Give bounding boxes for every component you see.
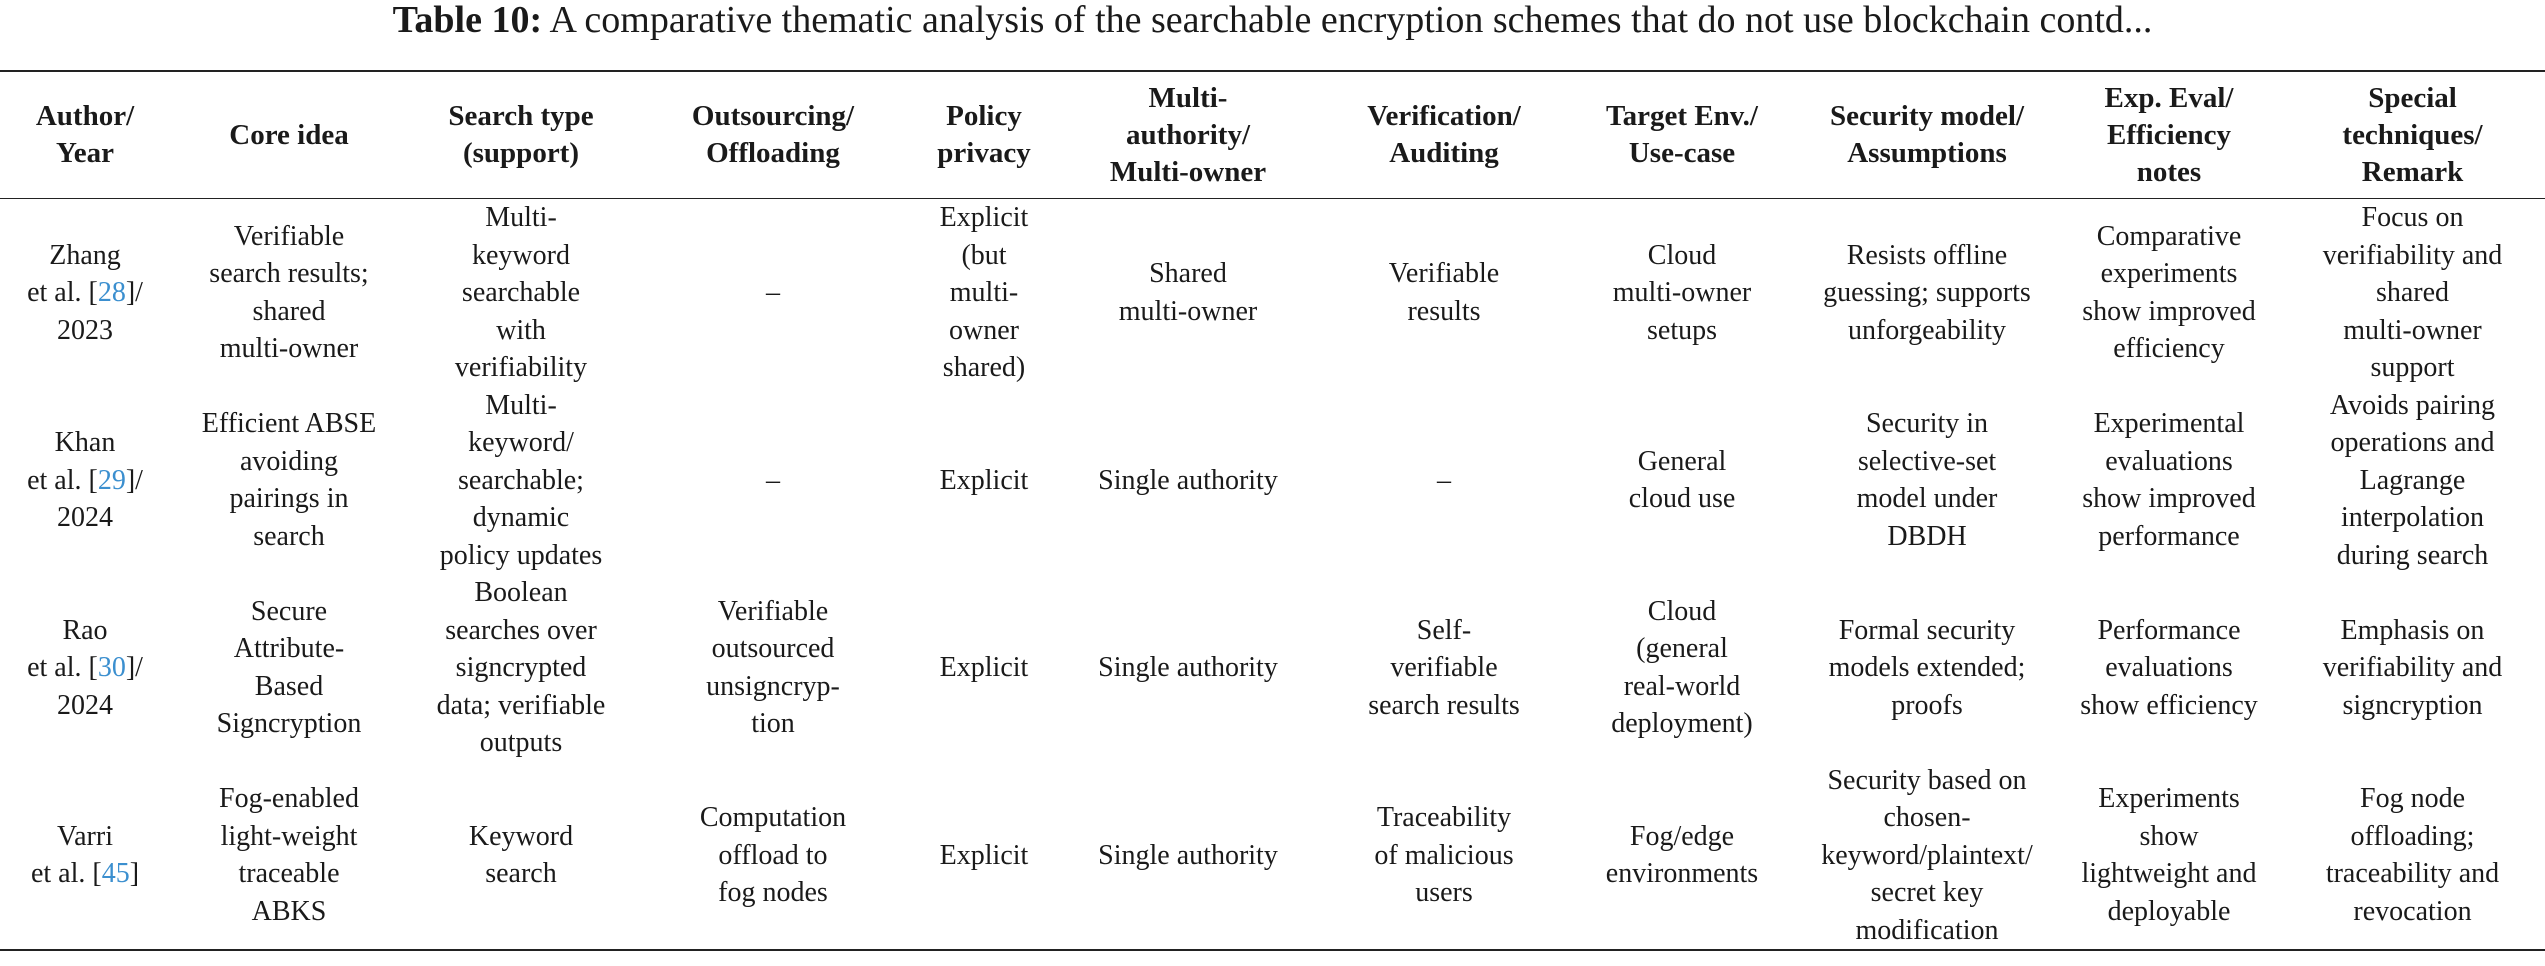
author-cell: Rao et al. [30]/ 2024 (27, 614, 143, 721)
table-cell: Performance evaluations show efficiency (2080, 614, 2258, 721)
citation-link[interactable]: 45 (101, 858, 130, 890)
table-cell: Experiments show lightweight and deployable (2081, 783, 2257, 927)
header-row (0, 71, 2545, 199)
table-cell: Verifiable search results; shared multi-owner (209, 220, 369, 365)
header-policy-privacy: Policy privacy (937, 100, 1031, 169)
comparison-table-container (0, 70, 2545, 951)
table-cell: Boolean searches over signcrypted data; verifiable outputs (436, 577, 606, 758)
table-cell: Efficient ABSE avoiding pairings in search (201, 408, 377, 552)
table-cell: Single authority (1098, 839, 1278, 871)
table-cell: Comparative experiments show improved efficiency (2082, 220, 2256, 365)
table-header (0, 71, 2545, 199)
table-cell: Multi- keyword/ searchable; dynamic policy updates (439, 389, 603, 571)
table-cell: Cloud (general real-world deployment) (1611, 595, 1753, 740)
header-author-year: Author/ Year (35, 100, 135, 169)
table-cell: Traceability of malicious users (1374, 802, 1514, 908)
table-cell: Fog-enabled light-weight traceable ABKS (219, 783, 359, 927)
table-body (0, 199, 2545, 951)
table-cell: Explicit (939, 839, 1029, 871)
comparison-table (0, 70, 2545, 951)
header-special-techniques: Special techniques/ Remark (2342, 81, 2483, 188)
header-efficiency: Exp. Eval/ Efficiency notes (2104, 81, 2234, 188)
table-cell: Focus on verifiability and shared multi-owner support (2322, 202, 2503, 383)
header-core-idea: Core idea (229, 118, 349, 151)
table-cell: Security in selective-set model under DBDH (1856, 408, 1998, 552)
table-cell: Emphasis on verifiability and signcryption (2322, 614, 2503, 721)
table-cell: Verifiable results (1388, 258, 1500, 327)
table-row (0, 199, 2545, 387)
table-cell: Fog node offloading; traceability and revocation (2325, 783, 2500, 927)
table-cell: Single authority (1098, 464, 1278, 496)
table-cell: Formal security models extended; proofs (1828, 614, 2026, 721)
table-cell: Single authority (1098, 652, 1278, 683)
table-cell: Explicit (but multi- owner shared) (939, 202, 1029, 383)
header-verification: Verification/ Auditing (1367, 100, 1521, 169)
table-caption (0, 0, 2545, 48)
table-cell: Self- verifiable search results (1368, 614, 1520, 721)
table-cell: Verifiable outsourced unsigncryp- tion (706, 595, 840, 740)
header-outsourcing: Outsourcing/ Offloading (691, 100, 855, 169)
header-target-env: Target Env./ Use-case (1605, 100, 1758, 169)
header-security-model: Security model/ Assumptions (1829, 100, 2025, 169)
caption-text: A comparative thematic analysis of the searchable encryption schemes that do not use blockchain contd... (542, 0, 2153, 41)
table-cell: Multi- keyword searchable with verifiability (454, 202, 588, 383)
table-row (0, 574, 2545, 762)
table-cell: – (766, 277, 780, 308)
table-cell: Shared multi-owner (1118, 258, 1258, 327)
header-search-type: Search type (support) (448, 100, 594, 169)
citation-link[interactable]: 30 (97, 652, 126, 683)
header-multi-authority: Multi- authority/ Multi-owner (1109, 81, 1267, 188)
table-cell: Fog/edge environments (1605, 820, 1759, 890)
author-cell: Varri et al. [45] (30, 820, 140, 890)
table-cell: General cloud use (1628, 445, 1736, 515)
table-cell: Computation offload to fog nodes (699, 802, 847, 908)
citation-link[interactable]: 29 (97, 464, 126, 496)
table-cell: Explicit (939, 464, 1029, 496)
author-cell: Khan et al. [29]/ 2024 (27, 427, 143, 533)
citation-link[interactable]: 28 (97, 277, 126, 308)
table-row (0, 762, 2545, 951)
table-cell: Experimental evaluations show improved performance (2082, 408, 2256, 552)
table-row (0, 387, 2545, 575)
table-cell: Keyword search (468, 820, 574, 890)
table-cell: Resists offline guessing; supports unforgeability (1823, 239, 2031, 346)
author-cell: Zhang et al. [28]/ 2023 (27, 239, 143, 346)
caption-label: Table 10: (392, 0, 543, 41)
table-cell: Cloud multi-owner setups (1612, 239, 1752, 346)
table-cell: Explicit (939, 652, 1029, 683)
table-cell: Security based on chosen- keyword/plaintext/ secret key modification (1821, 764, 2033, 946)
table-cell: Avoids pairing operations and Lagrange interpolation during search (2329, 389, 2496, 571)
table-cell: – (766, 464, 780, 496)
table-cell: – (1437, 464, 1451, 496)
table-cell: Secure Attribute- Based Signcryption (216, 595, 362, 740)
